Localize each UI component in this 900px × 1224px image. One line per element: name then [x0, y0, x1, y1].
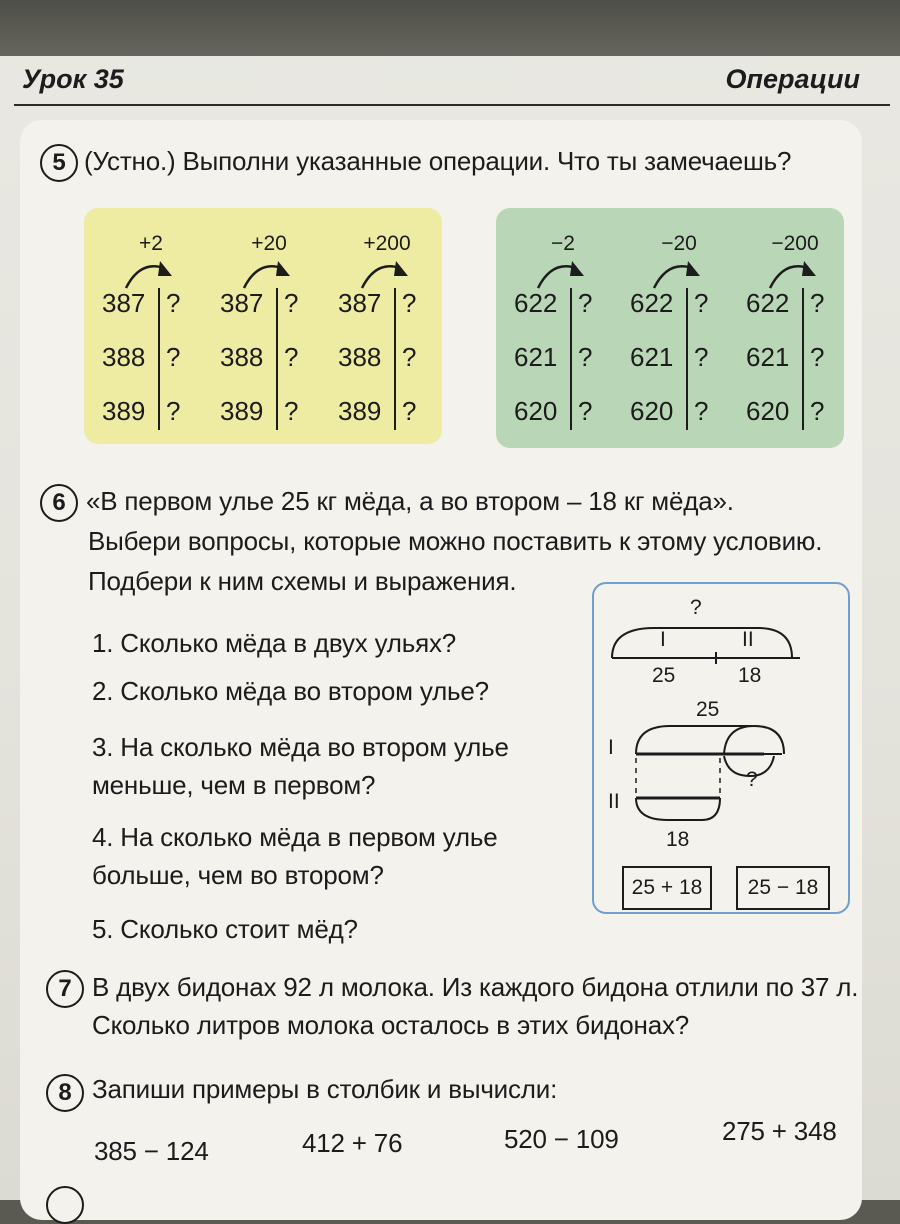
- operation-label: +20: [251, 232, 287, 255]
- table-divider: [686, 288, 688, 430]
- table-value: 389: [220, 396, 264, 426]
- table-value: 388: [220, 342, 264, 372]
- table-value: 387: [102, 288, 146, 318]
- task-6-line-1: «В первом улье 25 кг мёда, а во втором – 18 кг мёда».: [86, 486, 734, 516]
- question-2: 2. Сколько мёда во втором улье?: [92, 676, 489, 706]
- table-unknown: ?: [694, 396, 709, 426]
- table-unknown: ?: [694, 288, 709, 318]
- task-9-number-partial: [46, 1186, 84, 1224]
- expression-sum: 25 + 18: [622, 866, 712, 910]
- table-unknown: ?: [402, 288, 417, 318]
- table-unknown: ?: [166, 396, 181, 426]
- scheme-mark-II-top: II: [742, 628, 754, 651]
- arrow-icon: [648, 256, 708, 292]
- page-top-shadow: [0, 0, 900, 56]
- table-value: 387: [338, 288, 382, 318]
- arrow-icon: [532, 256, 592, 292]
- task-6-line-3: Подбери к ним схемы и выражения.: [88, 566, 517, 596]
- task-7-number: 7: [46, 970, 84, 1008]
- table-divider: [158, 288, 160, 430]
- table-unknown: ?: [402, 396, 417, 426]
- scheme-label-I: I: [608, 736, 614, 759]
- operation-label: −2: [551, 232, 575, 255]
- operation-label: +200: [363, 232, 411, 255]
- table-unknown: ?: [166, 288, 181, 318]
- operation-label: −20: [661, 232, 697, 255]
- table-value: 621: [514, 342, 558, 372]
- task-6-number: 6: [40, 484, 78, 522]
- arrow-icon: [238, 256, 298, 292]
- table-value: 388: [102, 342, 146, 372]
- task-8-text: Запиши примеры в столбик и вычисли:: [92, 1074, 558, 1104]
- table-unknown: ?: [578, 288, 593, 318]
- scheme-diff-question: ?: [746, 768, 758, 791]
- scheme-part-1: 25: [652, 664, 676, 687]
- question-1: 1. Сколько мёда в двух ульях?: [92, 628, 457, 658]
- table-unknown: ?: [810, 396, 825, 426]
- example-3: 520 − 109: [504, 1124, 619, 1154]
- scheme-lower-value: 18: [666, 828, 690, 851]
- table-value: 620: [746, 396, 790, 426]
- table-value: 387: [220, 288, 264, 318]
- expression-difference: 25 − 18: [736, 866, 830, 910]
- arrow-icon: [120, 256, 180, 292]
- table-value: 622: [746, 288, 790, 318]
- task-8-number: 8: [46, 1074, 84, 1112]
- table-value: 620: [630, 396, 674, 426]
- scheme-box: [592, 582, 850, 914]
- arrow-icon: [356, 256, 416, 292]
- table-divider: [394, 288, 396, 430]
- question-5: 5. Сколько стоит мёд?: [92, 914, 358, 944]
- scheme-upper-value: 25: [696, 698, 720, 721]
- table-value: 622: [514, 288, 558, 318]
- table-divider: [276, 288, 278, 430]
- scheme-top-question: ?: [690, 596, 702, 619]
- task-6-line-2: Выбери вопросы, которые можно поставить к этому условию.: [88, 526, 823, 556]
- question-4-line-2: больше, чем во втором?: [92, 860, 384, 890]
- lower-brace: [636, 798, 720, 820]
- task-7-line-2: Сколько литров молока осталось в этих бидонах?: [92, 1010, 690, 1040]
- operation-label: −200: [771, 232, 819, 255]
- question-3-line-2: меньше, чем в первом?: [92, 770, 376, 800]
- example-4: 275 + 348: [722, 1116, 837, 1146]
- table-divider: [570, 288, 572, 430]
- table-unknown: ?: [284, 396, 299, 426]
- header-rule: [14, 104, 890, 106]
- table-value: 622: [630, 288, 674, 318]
- table-value: 389: [102, 396, 146, 426]
- table-value: 621: [630, 342, 674, 372]
- table-unknown: ?: [578, 342, 593, 372]
- table-value: 620: [514, 396, 558, 426]
- example-1: 385 − 124: [94, 1136, 209, 1166]
- example-2: 412 + 76: [302, 1128, 403, 1158]
- table-value: 389: [338, 396, 382, 426]
- table-unknown: ?: [402, 342, 417, 372]
- table-unknown: ?: [810, 342, 825, 372]
- question-3-line-1: 3. На сколько мёда во втором улье: [92, 732, 509, 762]
- upper-brace-end: [724, 726, 784, 754]
- lesson-label: Урок 35: [22, 64, 124, 94]
- arrow-icon: [764, 256, 824, 292]
- scheme-part-2: 18: [738, 664, 762, 687]
- table-unknown: ?: [810, 288, 825, 318]
- topic-label: Операции: [725, 64, 860, 94]
- segment-diagram: [594, 584, 848, 912]
- table-value: 388: [338, 342, 382, 372]
- table-unknown: ?: [578, 396, 593, 426]
- table-unknown: ?: [166, 342, 181, 372]
- task-7-line-1: В двух бидонах 92 л молока. Из каждого бидона отлили по 37 л.: [92, 972, 859, 1002]
- table-unknown: ?: [694, 342, 709, 372]
- table-unknown: ?: [284, 342, 299, 372]
- operation-label: +2: [139, 232, 163, 255]
- task-5-number: 5: [40, 144, 78, 182]
- table-value: 621: [746, 342, 790, 372]
- question-4-line-1: 4. На сколько мёда в первом улье: [92, 822, 498, 852]
- scheme-mark-I-top: I: [660, 628, 666, 651]
- top-brace: [612, 628, 792, 658]
- table-divider: [802, 288, 804, 430]
- task-5-text: (Устно.) Выполни указанные операции. Что ты замечаешь?: [84, 146, 792, 176]
- scheme-label-II: II: [608, 790, 620, 813]
- table-unknown: ?: [284, 288, 299, 318]
